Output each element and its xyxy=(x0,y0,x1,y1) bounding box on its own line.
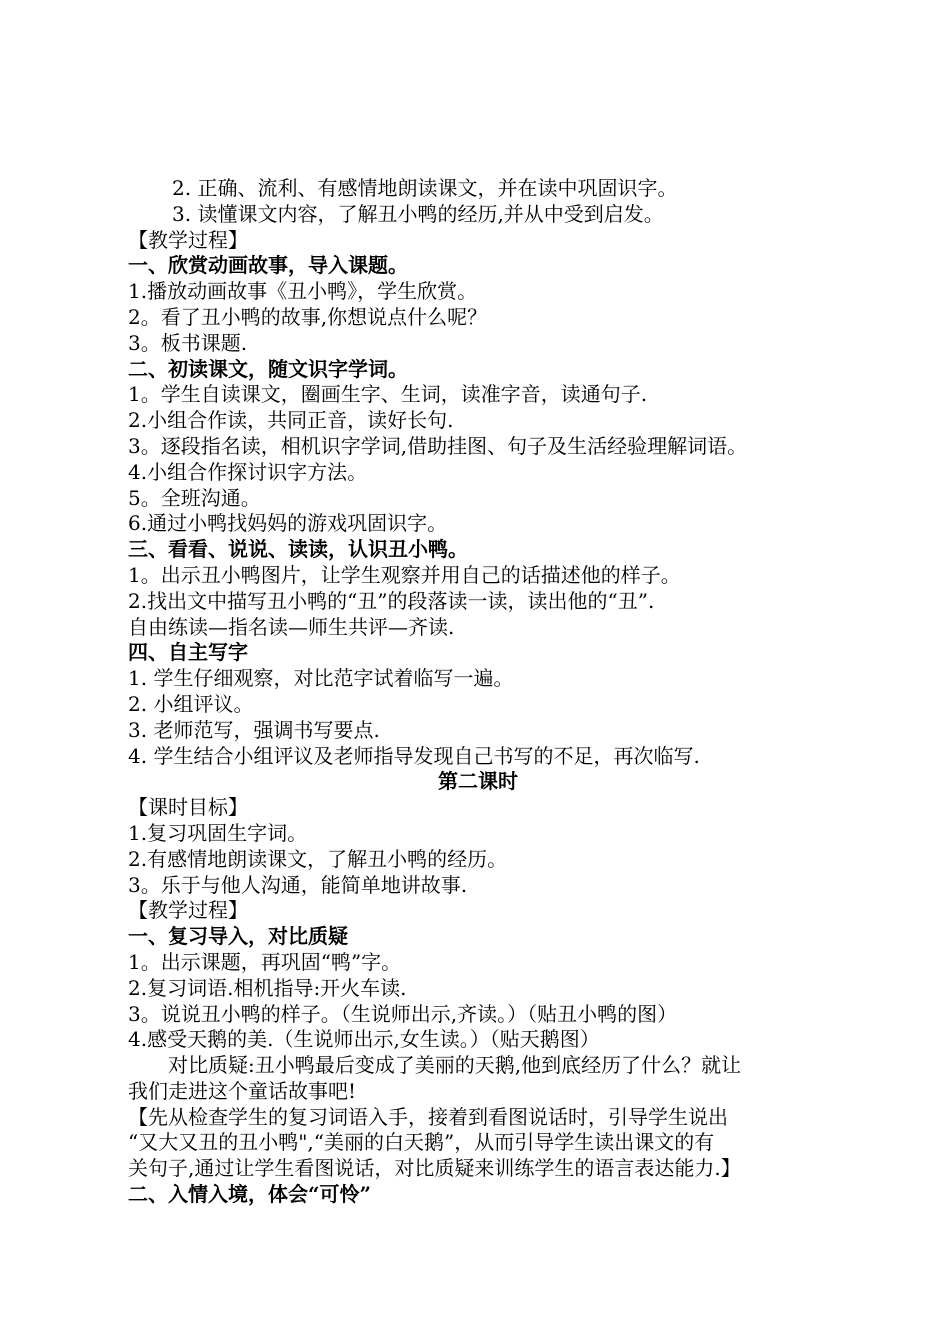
text-line: 3。说说丑小鸭的样子。（生说师出示,齐读。）（贴丑小鸭的图） xyxy=(128,1001,678,1026)
document-body xyxy=(128,176,828,1208)
text-line: 3。乐于与他人沟通，能简单地讲故事. xyxy=(128,872,468,897)
section-heading: 四、自主写字 xyxy=(128,640,248,665)
text-line: 2. 正确、流利、有感情地朗读课文，并在读中巩固识字。 xyxy=(172,176,678,200)
text-line: 1。出示课题，再巩固“鸭”字。 xyxy=(128,949,402,974)
text-line: 2.复习词语.相机指导:开火车读. xyxy=(128,975,407,1000)
text-line: 2.找出文中描写丑小鸭的“丑”的段落读一读，读出他的“丑”. xyxy=(128,588,655,613)
text-line: 自由练读—指名读—师生共评—齐读. xyxy=(128,614,455,639)
text-line: 3。逐段指名读，相机识字学词,借助挂图、句子及生活经验理解词语。 xyxy=(128,433,748,458)
text-line: 2.有感情地朗读课文，了解丑小鸭的经历。 xyxy=(128,846,508,871)
text-line: 关句子,通过让学生看图说话，对比质疑来训练学生的语言表达能力.】 xyxy=(128,1156,741,1181)
text-line: 4.小组合作探讨识字方法。 xyxy=(128,459,368,484)
text-line: 1. 学生仔细观察，对比范字试着临写一遍。 xyxy=(128,666,514,691)
text-line: 6.通过小鸭找妈妈的游戏巩固识字。 xyxy=(128,511,448,536)
text-line: 对比质疑:丑小鸭最后变成了美丽的天鹅,他到底经历了什么？就让 xyxy=(168,1053,742,1078)
section-heading: 一、复习导入，对比质疑 xyxy=(128,924,348,949)
text-line: 【教学过程】 xyxy=(128,898,248,923)
text-line: 2。看了丑小鸭的故事,你想说点什么呢？ xyxy=(128,304,488,329)
section-heading: 二、初读课文，随文识字学词。 xyxy=(128,356,408,381)
text-line: 我们走进这个童话故事吧! xyxy=(128,1078,357,1103)
text-line: 5。全班沟通。 xyxy=(128,485,261,510)
text-line: 1.播放动画故事《丑小鸭》，学生欣赏。 xyxy=(128,279,478,304)
text-line: 4.感受天鹅的美.（生说师出示,女生读。）（贴天鹅图） xyxy=(128,1027,600,1052)
section-heading: 第二课时 xyxy=(438,769,518,794)
text-line: 2. 小组评议。 xyxy=(128,691,254,716)
text-line: 4. 学生结合小组评议及老师指导发现自己书写的不足，再次临写. xyxy=(128,743,700,768)
text-line: 【教学过程】 xyxy=(128,227,248,252)
section-heading: 二、入情入境，体会“可怜” xyxy=(128,1182,372,1207)
text-line: 1.复习巩固生字词。 xyxy=(128,820,308,845)
text-line: 3. 老师范写，强调书写要点. xyxy=(128,717,380,742)
text-line: 3。板书课题. xyxy=(128,330,248,355)
text-line: 【先从检查学生的复习词语入手，接着到看图说话时，引导学生说出 xyxy=(128,1104,728,1129)
text-line: 【课时目标】 xyxy=(128,795,248,820)
text-line: 1。出示丑小鸭图片，让学生观察并用自己的话描述他的样子。 xyxy=(128,562,681,587)
section-heading: 一、欣赏动画故事，导入课题。 xyxy=(128,253,408,278)
section-heading: 3. 读懂课文内容，了解丑小鸭的经历,并从中受到启发。 xyxy=(172,201,664,226)
text-line: “又大又丑的丑小鸭",“美丽的白天鹅”，从而引导学生读出课文的有 xyxy=(128,1130,715,1155)
section-heading: 三、看看、说说、读读，认识丑小鸭。 xyxy=(128,537,468,562)
text-line: 2.小组合作读，共同正音，读好长句. xyxy=(128,408,454,433)
text-line: 1。学生自读课文，圈画生字、生词，读准字音，读通句子. xyxy=(128,382,648,407)
